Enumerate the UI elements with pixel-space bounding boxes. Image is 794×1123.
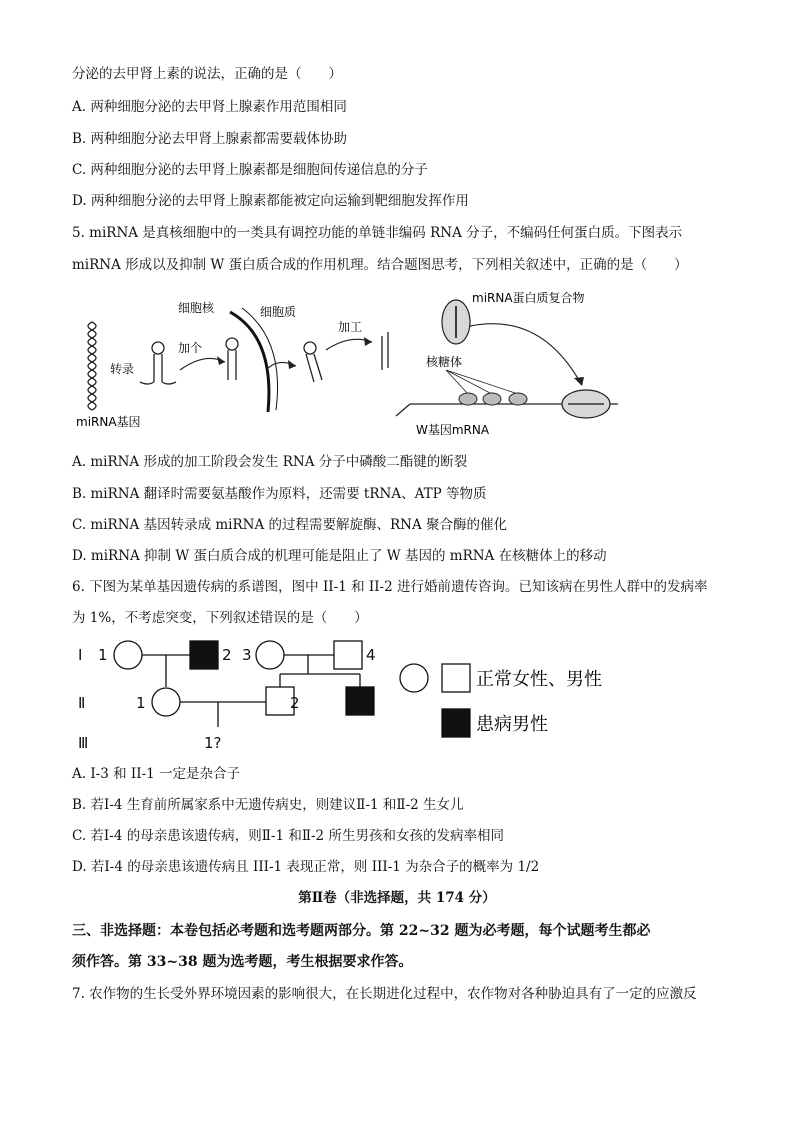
label-ribosome: 核糖体 xyxy=(426,355,463,369)
gen-label-3: Ⅲ xyxy=(78,734,89,752)
pre-mirna-hairpin xyxy=(226,338,238,380)
label-cytoplasm: 细胞质 xyxy=(260,305,297,319)
q4-stem-tail: 分泌的去甲肾上素的说法，正确的是（ ） xyxy=(72,66,342,82)
q6-option-b: B. 若Ⅰ-4 生育前所属家系中无遗传病史，则建议Ⅱ-1 和Ⅱ-2 生女儿 xyxy=(72,797,464,813)
q7-stem-line1: 7. 农作物的生长受外界环境因素的影响很大，在长期进化过程中，农作物对各种胁迫具有了一定的应激反 xyxy=(72,986,697,1002)
label-nucleus: 细胞核 xyxy=(178,301,215,315)
label-ii1: 1 xyxy=(136,694,146,712)
part3-line1: 三、非选择题：本卷包括必考题和选考题两部分。第 22~32 题为必考题，每个试题考生都必 xyxy=(72,923,651,939)
label-ii3: 3 xyxy=(366,694,376,712)
label-mirna-gene: miRNA基因 xyxy=(76,415,141,429)
q4-option-b: B. 两种细胞分泌去甲肾上腺素都需要载体协助 xyxy=(72,131,348,147)
label-i4: 4 xyxy=(366,646,376,664)
q5-option-c: C. miRNA 基因转录成 miRNA 的过程需要解旋酶、RNA 聚合酶的催化 xyxy=(72,517,508,533)
legend-normal-male-icon xyxy=(442,664,470,692)
q4-option-c: C. 两种细胞分泌的去甲肾上腺素都是细胞间传递信息的分子 xyxy=(72,162,428,178)
q5-stem-line2: miRNA 形成以及抑制 W 蛋白质合成的作用机理。结合题图思考，下列相关叙述中，正确的是（ ） xyxy=(72,257,688,273)
pri-mirna-hairpin xyxy=(140,342,176,384)
gen-label-1: Ⅰ xyxy=(78,646,83,664)
legend-normal-female-icon xyxy=(400,664,428,692)
label-i2: 2 xyxy=(222,646,232,664)
label-i3: 3 xyxy=(242,646,252,664)
label-complex: miRNA蛋白质复合物 xyxy=(472,291,585,305)
legend-affected-label: 患病男性 xyxy=(476,714,548,735)
label-processing-1: 加个 xyxy=(178,341,203,355)
mirna-gene-helix xyxy=(88,322,96,410)
q6-stem-line1: 6. 下图为某单基因遗传病的系谱图，图中 II-1 和 II-2 进行婚前遗传咨询。已知该病在男性人群中的发病率 xyxy=(72,579,708,595)
label-iii1: 1? xyxy=(204,734,222,752)
individual-i2 xyxy=(190,641,218,669)
section2-heading: 第Ⅱ卷（非选择题，共 174 分） xyxy=(298,890,496,906)
mirna-mechanism-figure xyxy=(70,282,630,442)
individual-i1 xyxy=(114,641,142,669)
q4-option-d: D. 两种细胞分泌的去甲肾上腺素都能被定向运输到靶细胞发挥作用 xyxy=(72,193,469,209)
label-w-mrna: W基因mRNA xyxy=(416,423,490,437)
exported-hairpin xyxy=(304,342,322,382)
label-ii2: 2 xyxy=(290,694,300,712)
legend-normal-label: 正常女性、男性 xyxy=(476,669,602,690)
pedigree-chart xyxy=(72,632,632,757)
individual-ii1 xyxy=(152,688,180,716)
individual-i3 xyxy=(256,641,284,669)
label-i1: 1 xyxy=(98,646,108,664)
q6-option-d: D. 若Ⅰ-4 的母亲患该遗传病且 III-1 表现正常，则 III-1 为杂合子的概率为 1/2 xyxy=(72,859,540,875)
q6-option-a: A. Ⅰ-3 和 II-1 一定是杂合子 xyxy=(72,766,241,782)
gen-label-2: Ⅱ xyxy=(78,694,86,712)
label-transcription: 转录 xyxy=(110,362,135,376)
q5-option-d: D. miRNA 抑制 W 蛋白质合成的机理可能是阻止了 W 基因的 mRNA 在核糖体上的移动 xyxy=(72,548,607,564)
arrow-4 xyxy=(470,324,580,382)
individual-i4 xyxy=(334,641,362,669)
q6-stem-line2: 为 1%，不考虑突变，下列叙述错误的是（ ） xyxy=(72,610,368,626)
legend-affected-male-icon xyxy=(442,709,470,737)
ribosomes xyxy=(459,393,527,405)
label-processing-2: 加工 xyxy=(338,320,363,334)
q5-stem-line1: 5. miRNA 是真核细胞中的一类具有调控功能的单链非编码 RNA 分子，不编码任何蛋白质。下图表示 xyxy=(72,225,683,241)
mature-mirna-duplex xyxy=(382,332,388,370)
q5-option-b: B. miRNA 翻译时需要氨基酸作为原料，还需要 tRNA、ATP 等物质 xyxy=(72,486,487,502)
q4-option-a: A. 两种细胞分泌的去甲肾上腺素作用范围相同 xyxy=(72,99,347,115)
q6-option-c: C. 若Ⅰ-4 的母亲患该遗传病，则Ⅱ-1 和Ⅱ-2 所生男孩和女孩的发病率相同 xyxy=(72,828,504,844)
q5-option-a: A. miRNA 形成的加工阶段会发生 RNA 分子中磷酸二酯键的断裂 xyxy=(72,454,468,470)
part3-line2: 须作答。第 33~38 题为选考题，考生根据要求作答。 xyxy=(72,954,413,970)
